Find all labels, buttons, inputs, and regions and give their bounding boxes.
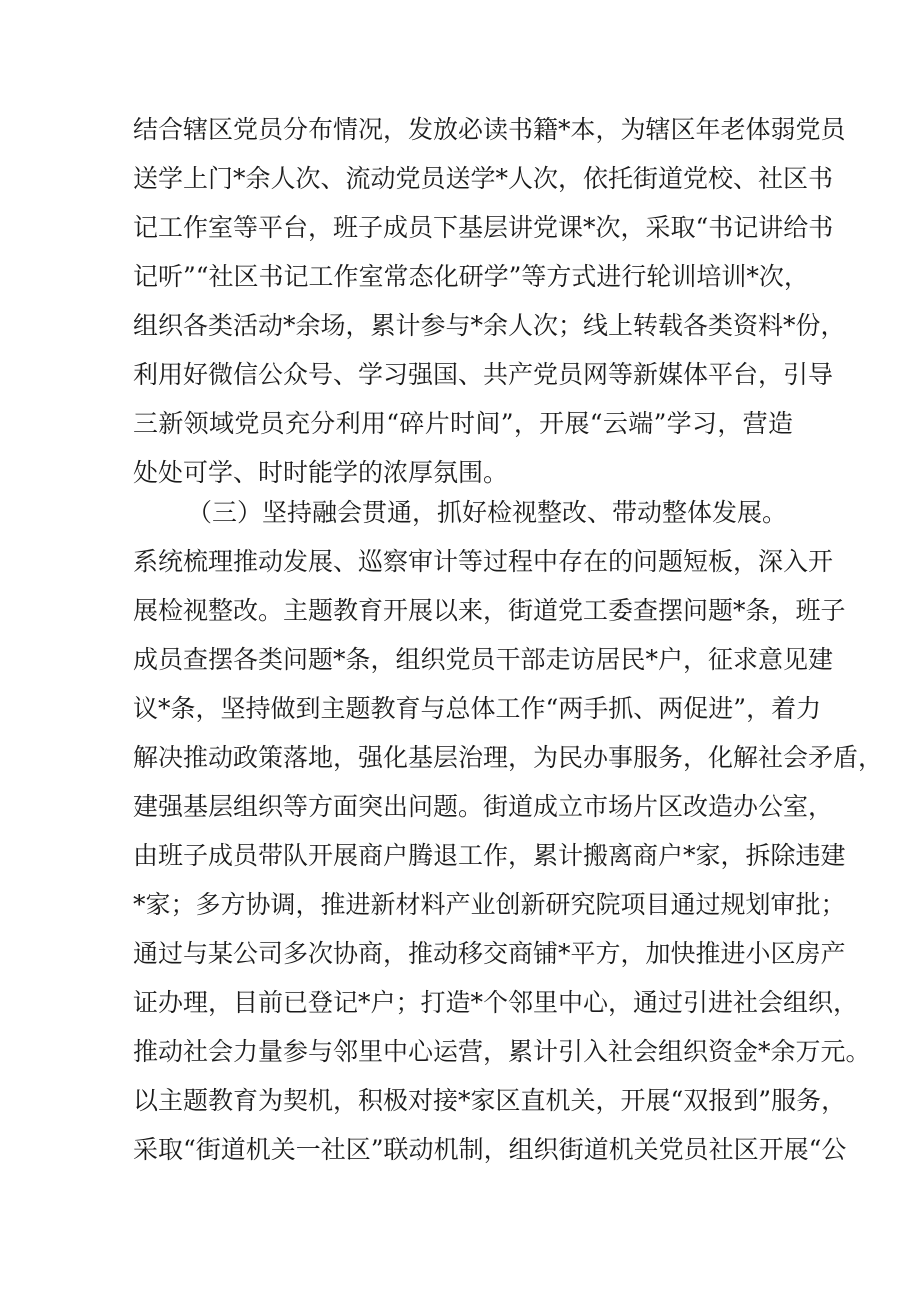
body-text-line: 采取“街道机关一社区”联动机制，组织街道机关党员社区开展“公 <box>133 1135 847 1164</box>
body-text-line: 建强基层组织等方面突出问题。街道成立市场片区改造办公室， <box>133 792 834 821</box>
body-text-line: 记工作室等平台，班子成员下基层讲党课*次，采取“书记讲给书 <box>133 213 834 242</box>
body-text-line: 证办理，目前已登记*户；打造*个邻里中心，通过引进社会组织， <box>133 988 859 1017</box>
body-text-line: 利用好微信公众号、学习强国、共产党员网等新媒体平台，引导 <box>133 360 834 389</box>
body-text-line: 三新领域党员充分利用“碎片时间”，开展“云端”学习，营造 <box>133 409 793 438</box>
body-text-line: 成员查摆各类问题*条，组织党员干部走访居民*户，征求意见建 <box>133 645 834 674</box>
body-text-line: 处处可学、时时能学的浓厚氛围。 <box>133 458 509 487</box>
body-text-line: 由班子成员带队开展商户腾退工作，累计搬离商户*家，拆除违建 <box>133 841 846 870</box>
body-text-line: 送学上门*余人次、流动党员送学*人次，依托街道党校、社区书 <box>133 164 834 193</box>
body-text-line: 以主题教育为契机，积极对接*家区直机关，开展“双报到”服务， <box>133 1086 847 1115</box>
body-text-line: 通过与某公司多次协商，推动移交商铺*平方，加快推进小区房产 <box>133 939 846 968</box>
body-text-line: *家；多方协调，推进新材料产业创新研究院项目通过规划审批； <box>133 890 846 919</box>
body-text-line: 结合辖区党员分布情况，发放必读书籍*本，为辖区年老体弱党员 <box>133 115 846 144</box>
section-heading: （三）坚持融会贯通，抓好检视整改、带动整体发展。 <box>187 498 788 527</box>
body-text-line: 解决推动政策落地，强化基层治理，为民办事服务，化解社会矛盾， <box>133 743 884 772</box>
body-text-line: 议*条，坚持做到主题教育与总体工作“两手抓、两促进”，着力 <box>133 694 822 723</box>
body-text-line: 展检视整改。主题教育开展以来，街道党工委查摆问题*条，班子 <box>133 596 846 625</box>
body-text-line: 系统梳理推动发展、巡察审计等过程中存在的问题短板，深入开 <box>133 547 834 576</box>
body-text-line: 推动社会力量参与邻里中心运营，累计引入社会组织资金*余万元。 <box>133 1037 871 1066</box>
body-text-line: 组织各类活动*余场，累计参与*余人次；线上转载各类资料*份， <box>133 311 846 340</box>
body-text-line: 记听”“社区书记工作室常态化研学”等方式进行轮训培训*次， <box>133 262 809 291</box>
